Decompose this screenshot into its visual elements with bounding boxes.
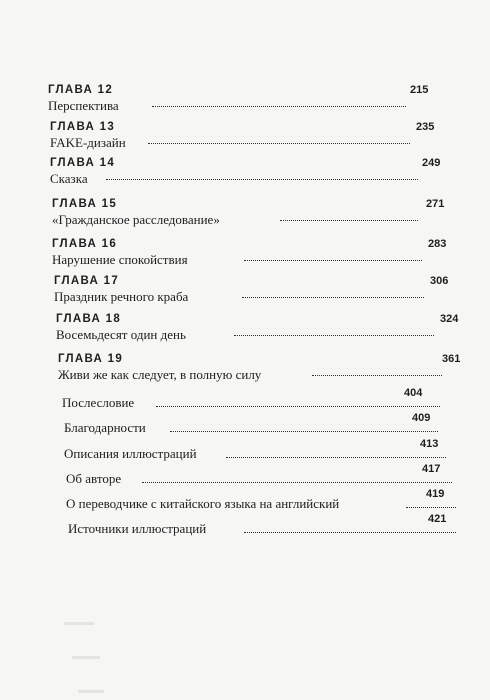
page-number: 235 bbox=[416, 121, 435, 133]
chapter-title: Восемьдесят один день bbox=[56, 327, 186, 342]
page-number: 404 bbox=[404, 387, 423, 399]
chapter-title: «Гражданское расследование» bbox=[52, 212, 220, 227]
page-number: 419 bbox=[426, 488, 445, 500]
page-number: 324 bbox=[440, 313, 459, 325]
dot-leader bbox=[280, 220, 418, 221]
chapter-label: ГЛАВА 19 bbox=[58, 353, 124, 365]
page-number: 421 bbox=[428, 513, 447, 525]
toc-entry-illustration-descriptions bbox=[64, 438, 454, 466]
entry-title: Описания иллюстраций bbox=[64, 446, 197, 461]
chapter-title: Сказка bbox=[50, 171, 88, 186]
dot-leader bbox=[244, 532, 456, 533]
dot-leader bbox=[406, 507, 456, 508]
bleed-through-mark bbox=[72, 656, 100, 659]
entry-title: О переводчике с китайского языка на английский bbox=[66, 496, 340, 511]
toc-entry-chapter-14 bbox=[50, 157, 441, 189]
toc-entry-afterword bbox=[62, 387, 442, 415]
toc-entry-chapter-16 bbox=[52, 238, 447, 270]
chapter-label: ГЛАВА 18 bbox=[56, 313, 122, 325]
dot-leader bbox=[242, 297, 424, 298]
dot-leader bbox=[244, 260, 422, 261]
chapter-title: Нарушение спокойствия bbox=[52, 252, 188, 267]
chapter-label: ГЛАВА 14 bbox=[50, 157, 116, 169]
dot-leader bbox=[170, 431, 438, 432]
bleed-through-mark bbox=[64, 622, 94, 625]
page-number: 361 bbox=[442, 353, 461, 365]
toc-entry-chapter-19 bbox=[58, 353, 461, 385]
toc-entry-chapter-17 bbox=[54, 275, 449, 307]
page-number: 215 bbox=[410, 84, 429, 96]
entry-title: Послесловие bbox=[62, 395, 135, 410]
entry-title: Об авторе bbox=[66, 471, 122, 486]
dot-leader bbox=[312, 375, 442, 376]
page-number: 306 bbox=[430, 275, 449, 287]
chapter-label: ГЛАВА 15 bbox=[52, 198, 118, 210]
chapter-title: Перспектива bbox=[48, 98, 119, 113]
toc-entry-chapter-15 bbox=[52, 198, 445, 230]
dot-leader bbox=[234, 335, 434, 336]
page-number: 249 bbox=[422, 157, 441, 169]
chapter-label: ГЛАВА 12 bbox=[48, 84, 114, 96]
toc-entry-chapter-12 bbox=[48, 84, 429, 116]
dot-leader bbox=[226, 457, 446, 458]
chapter-label: ГЛАВА 17 bbox=[54, 275, 120, 287]
entry-title: Благодарности bbox=[64, 420, 146, 435]
page-number: 283 bbox=[428, 238, 447, 250]
page-number: 417 bbox=[422, 463, 441, 475]
dot-leader bbox=[156, 406, 440, 407]
page-number: 409 bbox=[412, 412, 431, 424]
page-number: 271 bbox=[426, 198, 445, 210]
bleed-through-mark bbox=[78, 690, 104, 693]
dot-leader bbox=[148, 143, 410, 144]
entry-title: Источники иллюстраций bbox=[68, 521, 207, 536]
chapter-title: Праздник речного краба bbox=[54, 289, 189, 304]
toc-entry-chapter-13 bbox=[50, 121, 435, 153]
chapter-title: FAKE-дизайн bbox=[50, 135, 126, 150]
dot-leader bbox=[152, 106, 406, 107]
chapter-label: ГЛАВА 13 bbox=[50, 121, 116, 133]
toc-entry-about-author bbox=[66, 463, 456, 491]
toc-entry-about-translator bbox=[66, 488, 466, 516]
dot-leader bbox=[142, 482, 452, 483]
chapter-label: ГЛАВА 16 bbox=[52, 238, 118, 250]
toc-entry-chapter-18 bbox=[56, 313, 459, 345]
page-number: 413 bbox=[420, 438, 439, 450]
toc-entry-illustration-sources bbox=[68, 513, 468, 541]
toc-entry-acknowledgements bbox=[64, 412, 444, 440]
chapter-title: Живи же как следует, в полную силу bbox=[58, 367, 262, 382]
dot-leader bbox=[106, 179, 418, 180]
